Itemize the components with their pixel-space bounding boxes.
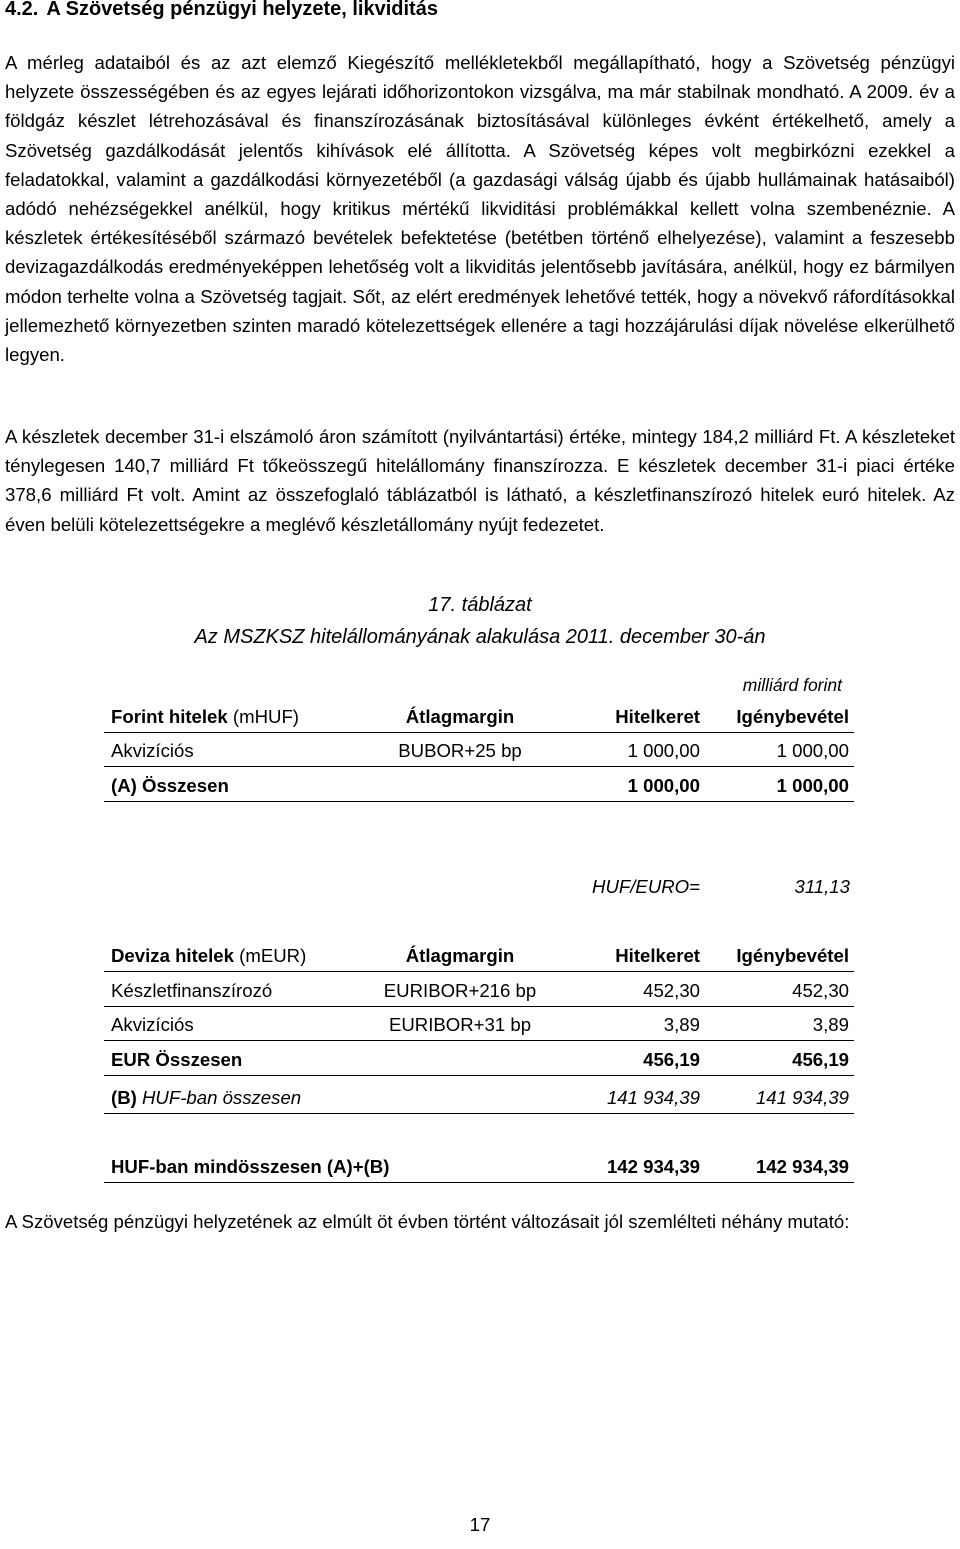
row-used: 142 934,39 xyxy=(755,1156,849,1177)
table-caption-title: Az MSZKSZ hitelállományának alakulása 2011. december 30-án xyxy=(194,626,766,648)
row-name: EUR Összesen xyxy=(111,1049,243,1070)
forint-header-label: Forint hitelek (mHUF) xyxy=(111,706,300,727)
row-limit: 142 934,39 xyxy=(606,1156,700,1177)
row-used: 456,19 xyxy=(792,1049,849,1070)
row-limit: 141 934,39 xyxy=(606,1087,700,1108)
row-used: 1 000,00 xyxy=(776,775,849,796)
section-heading xyxy=(5,0,438,21)
row-margin: EURIBOR+216 bp xyxy=(383,980,537,1001)
header-limit: Hitelkeret xyxy=(615,706,700,727)
table-rule xyxy=(104,1040,854,1041)
table-rule xyxy=(104,732,854,733)
row-name: Készletfinanszírozó xyxy=(111,980,273,1001)
table-rule xyxy=(104,1006,854,1007)
fx-rate-label: HUF/EURO= xyxy=(592,876,700,897)
row-used: 1 000,00 xyxy=(776,740,849,761)
table-rule xyxy=(104,1075,854,1076)
table-rule xyxy=(104,971,854,972)
header-margin: Átlagmargin xyxy=(405,706,515,727)
deviza-header-label: Deviza hitelek (mEUR) xyxy=(111,945,307,966)
row-used: 452,30 xyxy=(792,980,849,1001)
paragraph-financial-position: A mérleg adataiból és az azt elemző Kiegészítő mellékletekből megállapítható, hogy a Szövetség pénzügyi helyzete összességében és az egyes lejárati időhorizontokon vizsgálva, ma már stabilnak mondható. A 2009. év a földgáz készlet létrehozásával és finanszírozásának biztosításával különleges évként értékelhető, amely a Szövetség gazdálkodását jelentős kihívások elé állította. A Szövetség képes volt megbirkózni ezekkel a feladatokkal, valamint a gazdálkodási környezetéből (a gazdasági válság újabb és újabb hullámainak hatásaiból) adódó nehézségekkel anélkül, hogy kritikus mértékű likviditási problémákkal kellett volna szembenéznie. A készletek értékesítéséből származó bevételek befektetése (betétben történő elhelyezése), valamint a feszesebb devizagazdálkodás eredményeképpen lehetőség volt a likviditás jelentősebb javítására, anélkül, hogy ez bármilyen módon terhelte volna a Szövetség tagjait. Sőt, az elért eredmények lehetővé tették, hogy a növekvő ráfordításokkal jellemezhető környezetben szinten maradó kötelezettségek ellenére a tagi hozzájárulási díjak növelése elkerülhető legyen. xyxy=(5,52,955,366)
row-name: (B) HUF-ban összesen xyxy=(111,1087,302,1108)
row-limit: 3,89 xyxy=(663,1014,700,1035)
row-name: HUF-ban mindösszesen (A)+(B) xyxy=(111,1156,390,1177)
row-limit: 456,19 xyxy=(643,1049,700,1070)
header-limit: Hitelkeret xyxy=(615,945,700,966)
table-rule xyxy=(104,1113,854,1114)
table-rule xyxy=(104,801,854,802)
row-limit: 452,30 xyxy=(643,980,700,1001)
row-limit: 1 000,00 xyxy=(627,740,700,761)
fx-rate-value: 311,13 xyxy=(794,876,850,897)
header-margin: Átlagmargin xyxy=(405,945,515,966)
page-number: 17 xyxy=(469,1514,491,1535)
row-used: 3,89 xyxy=(812,1014,849,1035)
paragraph-inventory-value: A készletek december 31-i elszámoló áron számított (nyilvántartási) értéke, mintegy 184,2 milliárd Ft. A készleteket ténylegesen 140,7 milliárd Ft tőkeösszegű hitelállomány finanszírozza. E készletek december 31-i piaci értéke 378,6 milliárd Ft volt. Amint az összefoglaló táblázatból is látható, a készletfinanszírozó hitelek euró hitelek. Az éven belüli kötelezettségekre a meglévő készletállomány nyújt fedezetet. xyxy=(5,426,955,535)
section-title: A Szövetség pénzügyi helyzete, likviditás xyxy=(46,0,438,20)
header-used: Igénybevétel xyxy=(736,706,849,727)
row-used: 141 934,39 xyxy=(755,1087,849,1108)
row-name: Akvizíciós xyxy=(111,1014,194,1035)
row-margin: BUBOR+25 bp xyxy=(398,740,522,761)
table-rule xyxy=(104,1182,854,1183)
header-used: Igénybevétel xyxy=(736,945,849,966)
row-limit: 1 000,00 xyxy=(627,775,700,796)
paragraph-indicators-intro: A Szövetség pénzügyi helyzetének az elmúlt öt évben történt változásait jól szemlélteti néhány mutató: xyxy=(5,1211,850,1232)
table-rule xyxy=(104,766,854,767)
section-number: 4.2. xyxy=(5,0,39,20)
row-name: Akvizíciós xyxy=(111,740,194,761)
row-margin: EURIBOR+31 bp xyxy=(388,1014,532,1035)
table-caption-number: 17. táblázat xyxy=(428,594,532,616)
row-name: (A) Összesen xyxy=(111,775,229,796)
unit-note: milliárd forint xyxy=(742,675,842,695)
